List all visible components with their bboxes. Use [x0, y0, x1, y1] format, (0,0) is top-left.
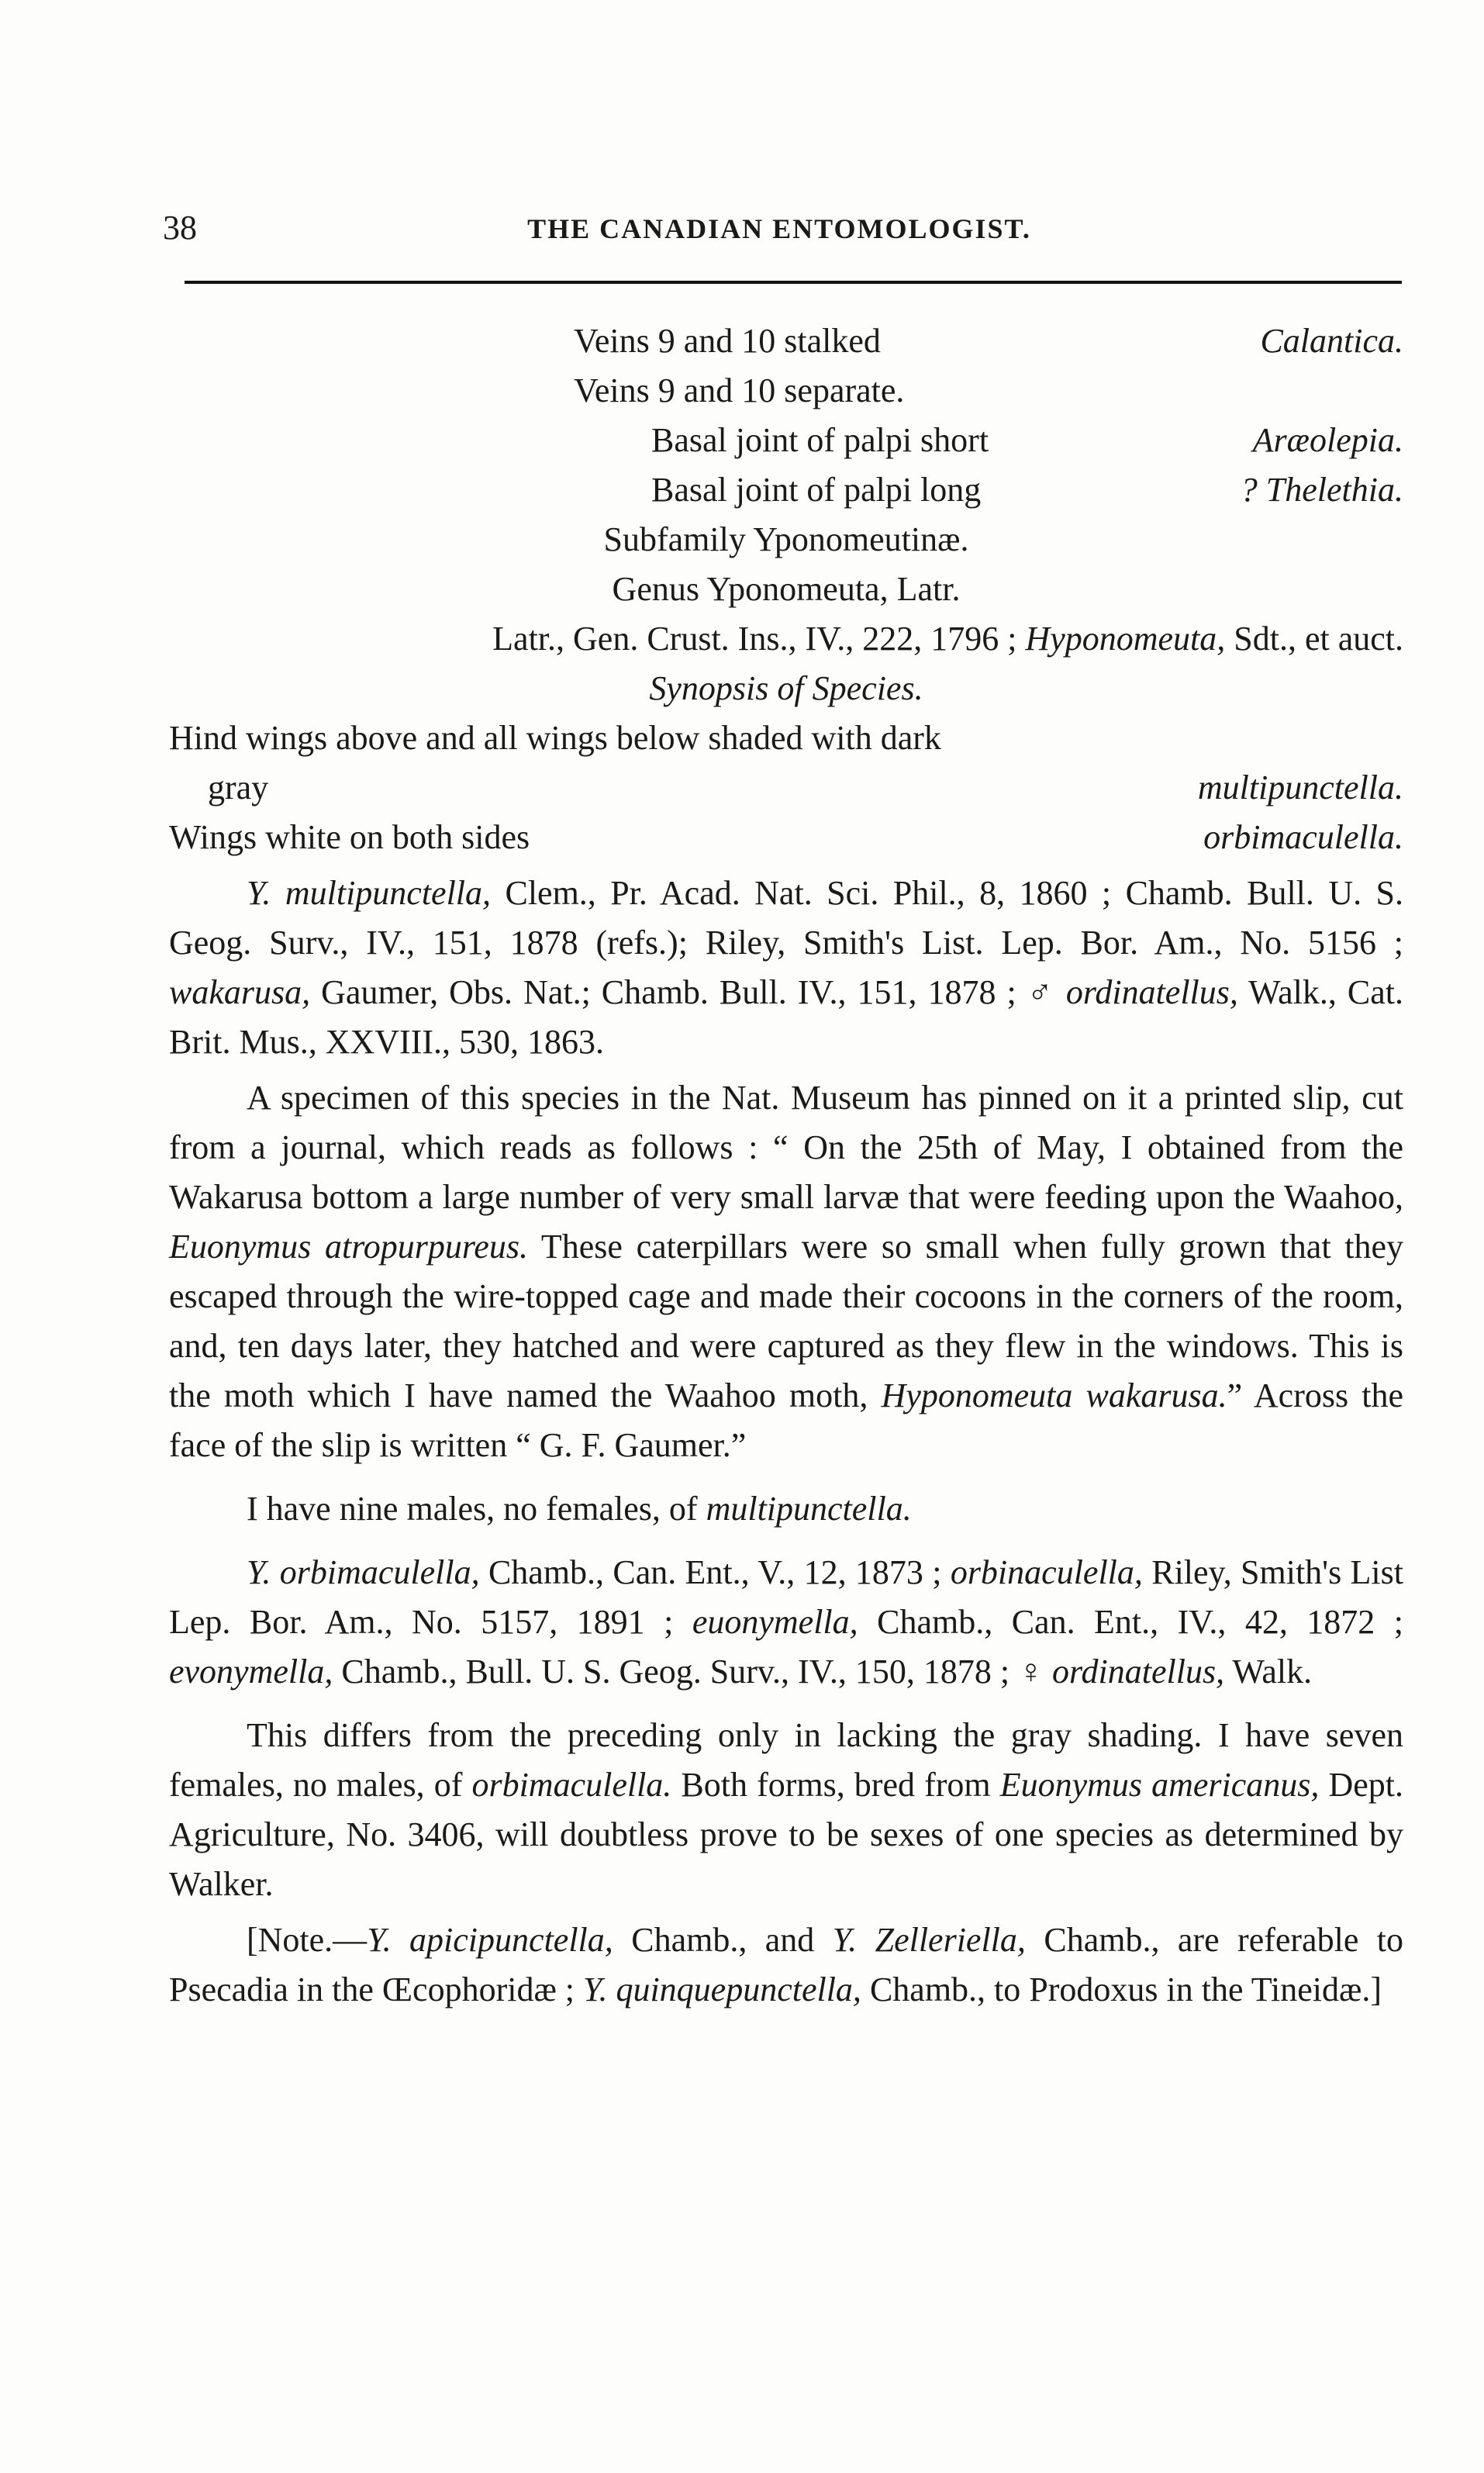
- genus-heading: Genus Yponomeuta, Latr.: [612, 570, 961, 608]
- header-rule: [185, 281, 1402, 284]
- citation-text: Latr., Gen. Crust. Ins., IV., 222, 1796 ;: [492, 620, 1017, 658]
- key-value: Calantica.: [1260, 322, 1403, 360]
- text: Walk., Cat. Brit. Mus., XXVIII., 530, 1863.: [169, 973, 1404, 1061]
- synopsis-line: Hind wings above and all wings below shaded with dark: [169, 719, 941, 757]
- synopsis-line: [169, 813, 1403, 862]
- synonym: orbinaculella,: [950, 1553, 1143, 1591]
- text: [Note.—: [247, 1921, 368, 1959]
- key-label: Basal joint of palpi short: [651, 421, 989, 459]
- synonym: ordinatellus,: [1065, 973, 1238, 1011]
- species-name: Y. orbimaculella,: [247, 1553, 480, 1591]
- text: Clem., Pr. Acad. Nat. Sci. Phil., 8, 1860 ; Chamb. Bull. U. S. Geog. Surv., IV., 151, 1878 (refs.); Riley, Smith's List. Lep. Bor. Am., No. 5156 ;: [169, 874, 1403, 962]
- key-label: Veins 9 and 10 separate.: [574, 371, 905, 409]
- text: Gaumer, Obs. Nat.; Chamb. Bull. IV., 151, 1878 ; ♂: [321, 973, 1055, 1011]
- synopsis-line: [169, 763, 1403, 813]
- text: Chamb., Bull. U. S. Geog. Surv., IV., 150, 1878 ; ♀: [341, 1653, 1044, 1691]
- species-name: Y. Zelleriella,: [832, 1921, 1026, 1959]
- species-name: Euonymus americanus,: [999, 1766, 1320, 1804]
- synonym: euonymella,: [692, 1603, 858, 1641]
- page-number: 38: [163, 209, 197, 247]
- synopsis-label: Wings white on both sides: [169, 818, 530, 856]
- key-value: Aræolepia.: [1252, 421, 1403, 459]
- citation-tail: Sdt., et auct.: [1234, 620, 1403, 658]
- species-name: Y. quinquepunctella,: [583, 1970, 861, 2008]
- paragraph: [169, 1548, 1403, 1697]
- text: Chamb., and: [631, 1921, 815, 1959]
- species-name: Y. multipunctella,: [247, 874, 492, 912]
- key-line: [169, 366, 1403, 416]
- paragraph: [169, 1915, 1403, 2015]
- synopsis-value: multipunctella.: [1197, 768, 1403, 806]
- synonym: wakarusa,: [169, 973, 311, 1011]
- running-title: THE CANADIAN ENTOMOLOGIST.: [527, 213, 1031, 244]
- text: Chamb., to Prodoxus in the Tineidæ.]: [869, 1970, 1382, 2008]
- text: This differs from the preceding only in lacking the gray shading. I have seven females, no males, of: [169, 1716, 1403, 1804]
- text: Chamb., Can. Ent., V., 12, 1873 ;: [488, 1553, 942, 1591]
- species-name: multipunctella.: [706, 1490, 912, 1528]
- paragraph: [169, 1484, 1403, 1534]
- genus-citation: [169, 614, 1403, 664]
- text: Chamb., are referable to Psecadia in the Œcophoridæ ;: [169, 1921, 1404, 2008]
- page-header: [163, 208, 1396, 270]
- synonym: evonymella,: [169, 1653, 333, 1691]
- key-label: Basal joint of palpi long: [651, 471, 982, 509]
- text: These caterpillars were so small when fully grown that they escaped through the wire-topped cage and made their cocoons in the corners of the room, and, ten days later, they hatched and were captured as they flew in the windows. This is the moth which I have named the Waahoo moth,: [169, 1228, 1403, 1414]
- key-label: Veins 9 and 10 stalked: [574, 322, 881, 360]
- synopsis-value: orbimaculella.: [1203, 818, 1403, 856]
- key-line: [169, 416, 1403, 465]
- page-body: [169, 316, 1403, 2015]
- subfamily-heading: Subfamily Yponomeutinæ.: [603, 520, 969, 558]
- paragraph: [169, 1711, 1403, 1909]
- synopsis-title: Synopsis of Species.: [649, 669, 923, 707]
- text: Both forms, bred from: [681, 1766, 991, 1804]
- text: Riley, Smith's List Lep. Bor. Am., No. 5157, 1891 ;: [169, 1553, 1403, 1641]
- key-line: [169, 465, 1403, 515]
- species-name: Euonymus atropurpureus.: [169, 1228, 528, 1266]
- text: I have nine males, no females, of: [247, 1490, 698, 1528]
- paragraph: [169, 1073, 1403, 1470]
- species-name: orbimaculella.: [471, 1766, 672, 1804]
- synopsis-label: gray: [208, 768, 269, 806]
- text: ” Across the face of the slip is written “ G. F. Gaumer.”: [169, 1376, 1404, 1464]
- key-value: ? Thelethia.: [1240, 471, 1403, 509]
- citation-name: Hyponomeuta,: [1025, 620, 1226, 658]
- text: Chamb., Can. Ent., IV., 42, 1872 ;: [877, 1603, 1403, 1641]
- key-line: [169, 316, 1403, 366]
- species-name: Y. apicipunctella,: [367, 1921, 613, 1959]
- text: Walk.: [1232, 1653, 1313, 1691]
- text: A specimen of this species in the Nat. Museum has pinned on it a printed slip, cut from a journal, which reads as follows : “ On the 25th of May, I obtained from the Wakarusa bottom a large number of very small larvæ that were feeding upon the Waahoo,: [169, 1079, 1403, 1216]
- species-name: Hyponomeuta wakarusa.: [881, 1376, 1227, 1414]
- text: Dept. Agriculture, No. 3406, will doubtless prove to be sexes of one species as determined by Walker.: [169, 1766, 1404, 1903]
- synonym: ordinatellus,: [1052, 1653, 1225, 1691]
- paragraph: [169, 869, 1403, 1067]
